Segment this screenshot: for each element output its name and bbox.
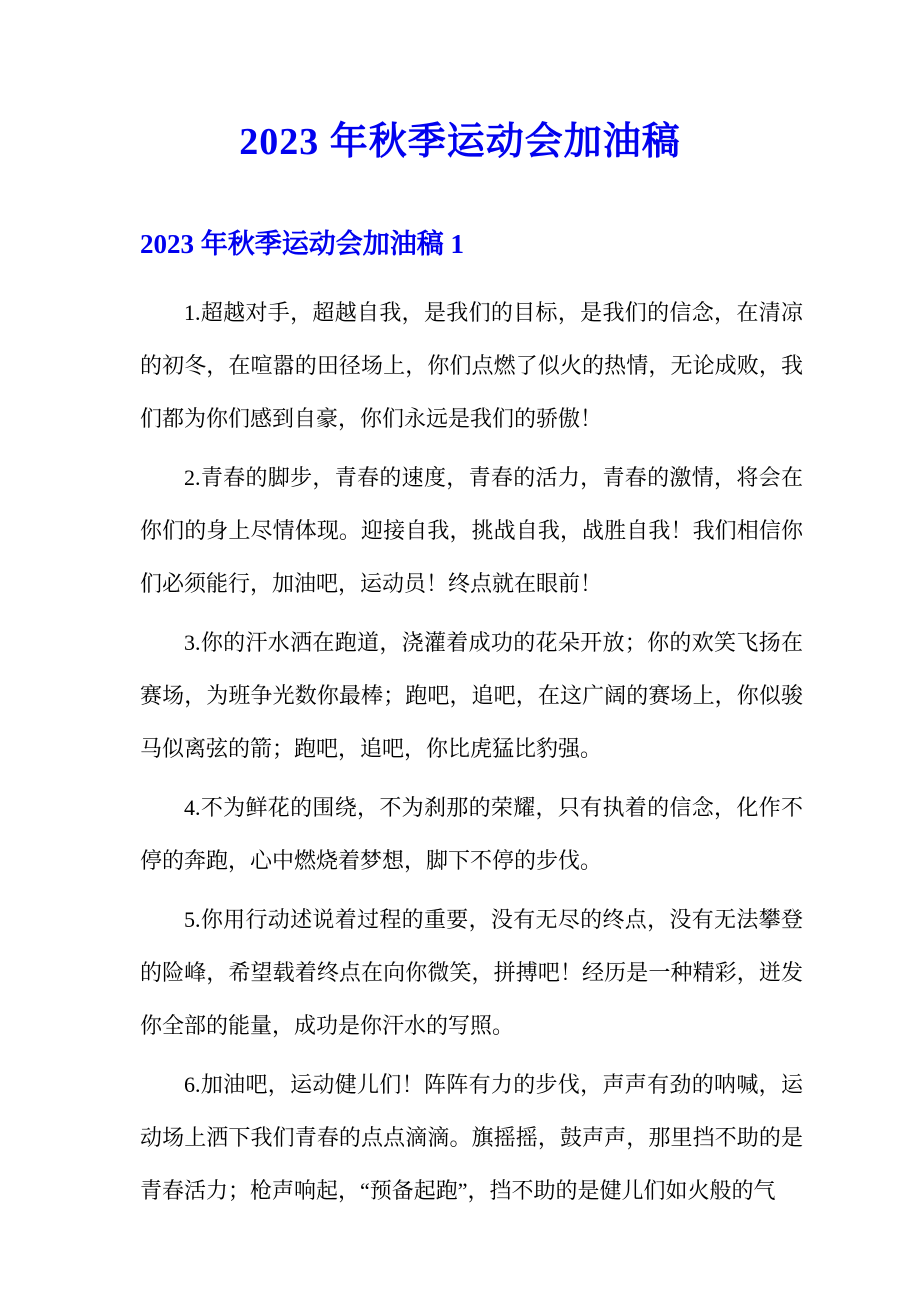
section-heading: 2023 年秋季运动会加油稿 1 bbox=[140, 229, 464, 259]
paragraph: 5.你用行动述说着过程的重要，没有无尽的终点，没有无法攀登的险峰，希望载着终点在向你微笑，拼搏吧！经历是一种精彩，迸发你全部的能量，成功是你汗水的写照。 bbox=[140, 907, 803, 1038]
paragraph: 3.你的汗水洒在跑道，浇灌着成功的花朵开放；你的欢笑飞扬在赛场，为班争光数你最棒；跑吧，追吧，在这广阔的赛场上，你似骏马似离弦的箭；跑吧，追吧，你比虎猛比豹强。 bbox=[140, 630, 803, 761]
paragraph: 2.青春的脚步，青春的速度，青春的活力，青春的激情，将会在你们的身上尽情体现。迎接自我，挑战自我，战胜自我！我们相信你们必须能行，加油吧，运动员！终点就在眼前！ bbox=[140, 465, 803, 596]
paragraph: 1.超越对手，超越自我，是我们的目标，是我们的信念，在清凉的初冬，在喧嚣的田径场上，你们点燃了似火的热情，无论成败，我们都为你们感到自豪，你们永远是我们的骄傲！ bbox=[140, 300, 803, 431]
document-body bbox=[140, 286, 803, 1217]
title-block bbox=[0, 0, 920, 162]
paragraph: 4.不为鲜花的围绕，不为刹那的荣耀，只有执着的信念，化作不停的奔跑，心中燃烧着梦想，脚下不停的步伐。 bbox=[140, 795, 803, 873]
paragraph: 6.加油吧，运动健儿们！阵阵有力的步伐，声声有劲的呐喊，运动场上洒下我们青春的点点滴滴。旗摇摇，鼓声声，那里挡不助的是青春活力；枪声响起，“预备起跑”，挡不助的是健儿们如火般的气 bbox=[140, 1072, 803, 1203]
document-title: 2023 年秋季运动会加油稿 bbox=[239, 121, 681, 163]
